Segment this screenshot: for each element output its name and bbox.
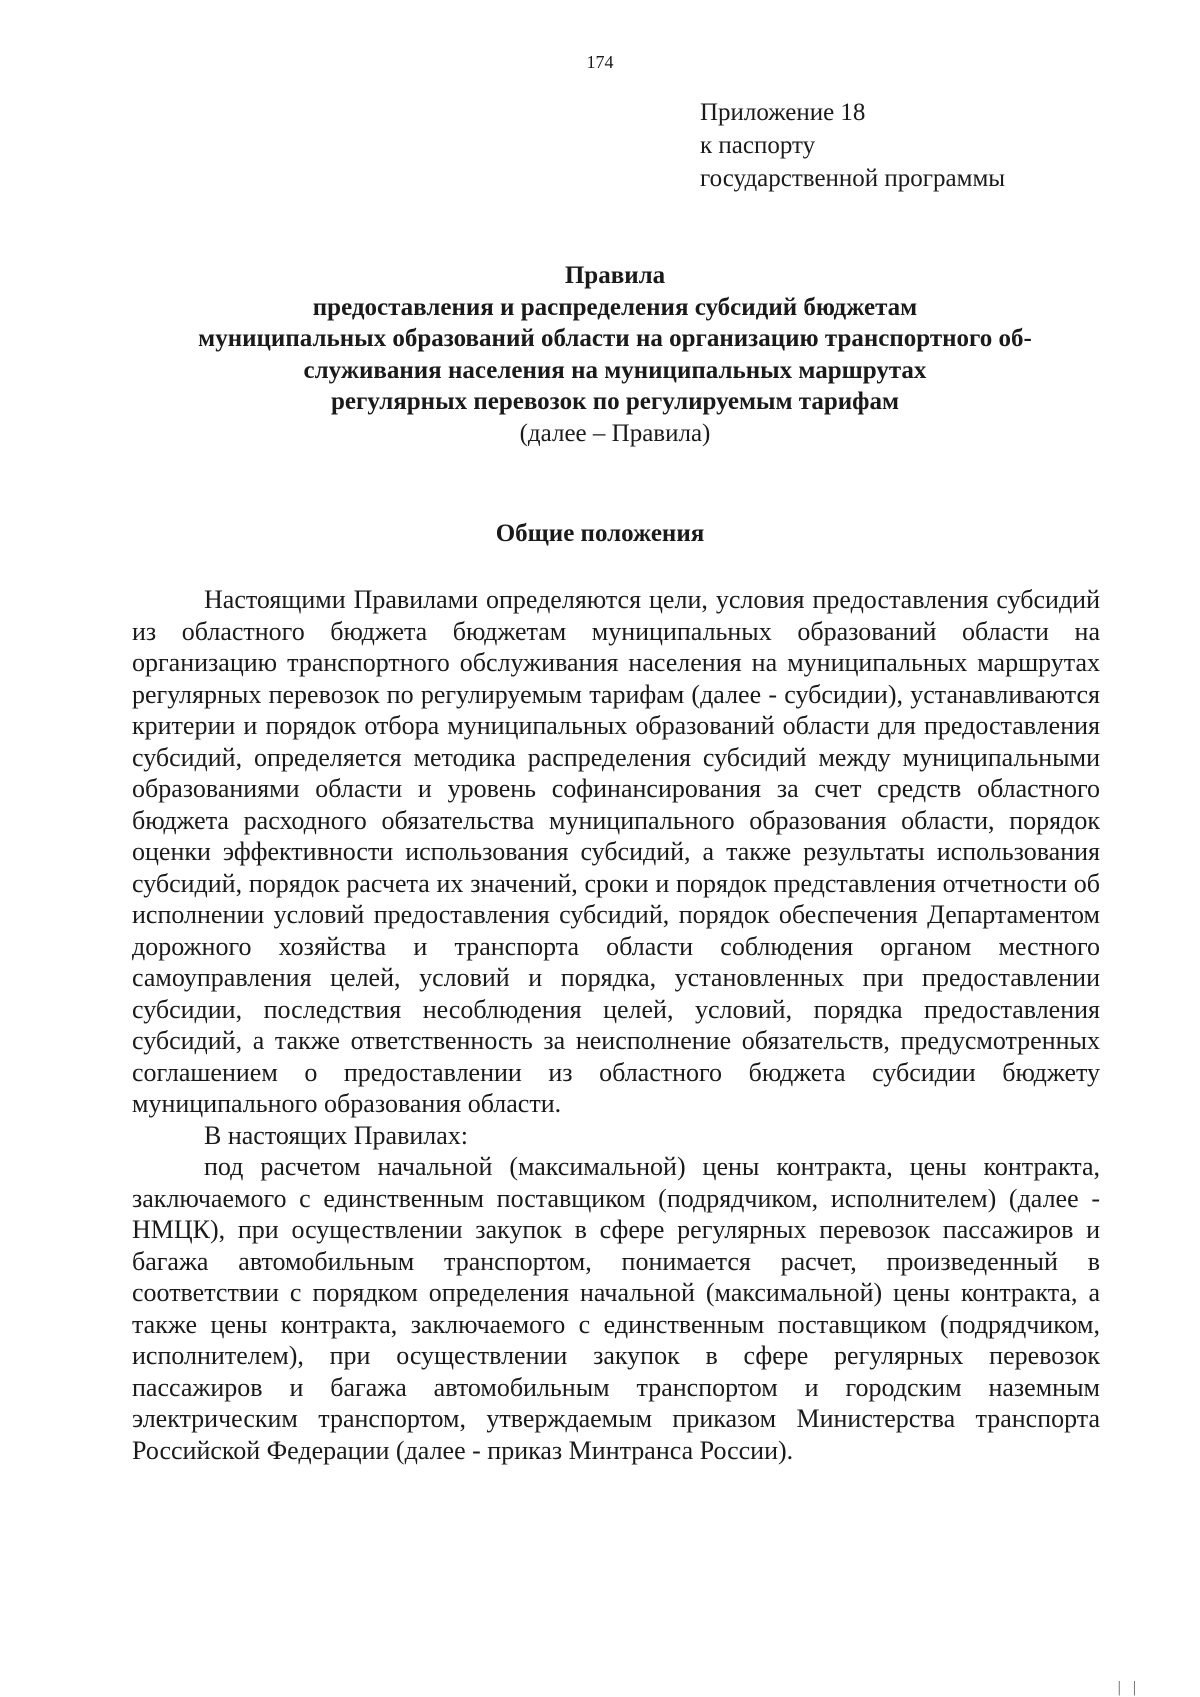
paragraph: В настоящих Правилах: (204, 1120, 468, 1150)
title-line: предоставления и распределения субсидий бюджетам (312, 293, 918, 321)
body-text (132, 584, 1100, 1466)
title-line: регулярных перевозок по регулируемым тарифам (330, 388, 899, 415)
appendix-line: Приложение 18 (700, 99, 866, 126)
appendix-line: к паспорту (700, 132, 816, 159)
paragraph: Настоящими Правилами определяются цели, условия предоставления субсидий из областного бюджета бюджетам муниципальных образований области на организацию транспортного обслуживания населения на муниципальных маршрутах регулярных перевозок по регулируемым тарифам (далее - субсидии), устанавливаются критерии и порядок отбора муниципальных образований области для предоставления субсидий, определяется методика распределения субсидий между муниципальными образованиями области и уровень софинансирования за счет средств областного бюджета расходного обязательства муниципального образования области, порядок оценки эффективности использования субсидий, а также результаты использования субсидий, порядок расчета их значений, сроки и порядок представления отчетности об исполнении условий предоставления субсидий, порядок обеспечения Департаментом дорожного хозяйства и транспорта области соблюдения органом местного самоуправления целей, условий и порядка, установленных при предоставлении субсидии, последствия несоблюдения целей, условий, порядка предоставления субсидий, а также ответственность за неисполнение обязательств, предусмотренных соглашением о предоставлении из областного бюджета субсидии бюджету муниципального образования области. (132, 585, 1100, 1118)
appendix-reference (700, 96, 1005, 195)
title-line: муниципальных образований области на организацию транспортного об- (198, 325, 1032, 352)
appendix-line: государственной программы (700, 165, 1006, 192)
page-number: 174 (586, 52, 614, 72)
document-title (130, 260, 1100, 449)
paragraph: под расчетом начальной (максимальной) цены контракта, цены контракта, заключаемого с единственным поставщиком (подрядчиком, исполнителем) (далее - НМЦК), при осуществлении закупок в сфере регулярных перевозок пассажиров и багажа автомобильным транспортом, понимается расчет, произведенный в соответствии с порядком определения начальной (максимальной) цены контракта, а также цены контракта, заключаемого с единственным поставщиком (подрядчиком, исполнителем), при осуществлении закупок в сфере регулярных перевозок пассажиров и багажа автомобильным транспортом и городским наземным электрическим транспортом, утверждаемым приказом Министерства транспорта Российской Федерации (далее - приказ Минтранса России). (132, 1152, 1100, 1465)
scan-corner-mark: | | (1117, 1679, 1140, 1696)
title-line: служивания населения на муниципальных маршрутах (303, 356, 927, 384)
section-heading: Общие положения (495, 520, 705, 547)
title-line: Правила (564, 262, 666, 289)
title-note: (далее – Правила) (519, 419, 711, 447)
